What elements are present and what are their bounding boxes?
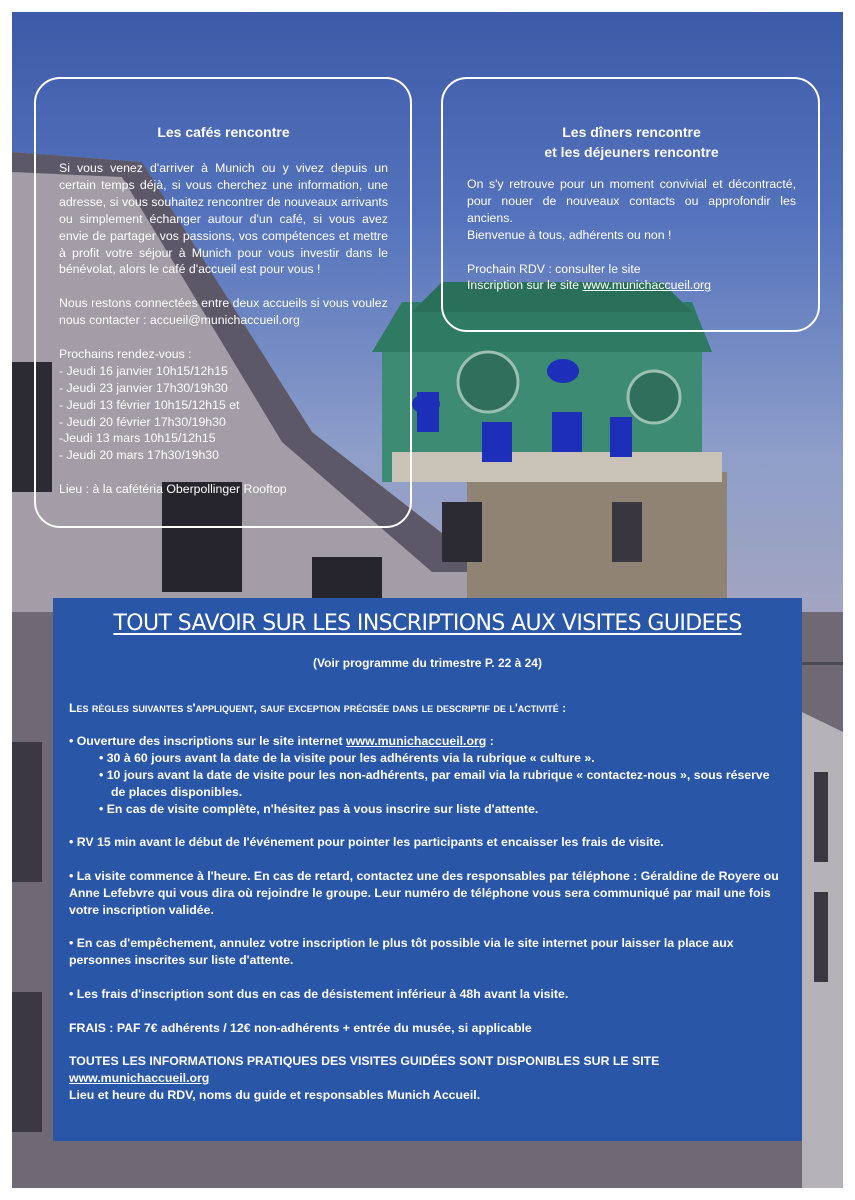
cafes-title: Les cafés rencontre [157,124,290,140]
visits-sub-bullet-1: • 30 à 60 jours avant la date de la visite pour les adhérents via la rubrique « culture ». [99,751,595,766]
diners-site-link[interactable]: www.munichaccueil.org [582,278,711,293]
cafes-date-6: - Jeudi 20 mars 17h30/19h30 [59,448,219,463]
diners-card [441,77,820,332]
visits-fees: FRAIS : PAF 7€ adhérents / 12€ non-adhérents + entrée du musée, si applicable [69,1020,532,1035]
diners-signup-prefix: Inscription sur le site [467,278,583,293]
visits-panel [53,598,802,1141]
visits-title: TOUT SAVOIR SUR LES INSCRIPTIONS AUX VISITES GUIDEES [113,611,742,636]
cafes-date-4: - Jeudi 20 février 17h30/19h30 [59,414,226,429]
visits-rules-intro: Les règles suivantes s'appliquent, sauf exception précisée dans le descriptif de l'activité : [69,700,567,715]
diners-signup [467,277,796,294]
diners-title-line1: Les dîners rencontre [562,124,701,140]
visits-opening-link[interactable]: www.munichaccueil.org [345,734,487,749]
visits-info-line2: Lieu et heure du RDV, noms du guide et responsables Munich Accueil. [69,1087,481,1102]
diners-title-line2: et les déjeuners rencontre [544,144,719,160]
diners-next: Prochain RDV : consulter le site [467,261,641,276]
cafes-card [34,77,412,528]
cafes-date-3: - Jeudi 13 février 10h15/12h15 et [59,397,240,412]
cafes-intro: Si vous venez d'arriver à Munich ou y vivez depuis un certain temps déjà, si vous cherchez une information, une adresse, si vous souhaitez rencontrer de nouveaux arrivants ou simplement échanger autour d'un café, si vous avez envie de partager vos passions, vos compétences et mettre à profit votre séjour à Munich pour vous investir dans le bénévolat, alors le café d'accueil est pour vous ! [59,161,388,277]
cafes-date-5: -Jeudi 13 mars 10h15/12h15 [59,431,216,446]
visits-info-prefix: TOUTES LES INFORMATIONS PRATIQUES DES VISITES GUIDÉES SONT DISPONIBLES SUR LE SITE [69,1054,660,1069]
diners-intro: On s'y retrouve pour un moment convivial et décontracté, pour nouer de nouveaux contacts ou approfondir les anciens. [467,177,796,225]
visits-cancel: • En cas d'empêchement, annulez votre inscription le plus tôt possible via le site internet pour laisser la place aux personnes inscrites sur liste d'attente. [69,936,734,968]
visits-rv: • RV 15 min avant le début de l'événement pour pointer les participants et encaisser les frais de visite. [69,835,664,850]
visits-info [69,1053,786,1087]
visits-sub-bullet-2: • 10 jours avant la date de visite pour les non-adhérents, par email via la rubrique « contactez-nous », sous réserve de places disponibles. [99,768,770,799]
visits-opening-prefix: • Ouverture des inscriptions sur le site internet [69,734,346,749]
visits-opening [69,733,786,750]
cafes-place: Lieu : à la cafétéria Oberpollinger Rooftop [59,482,287,497]
diners-welcome: Bienvenue à tous, adhérents ou non ! [467,227,672,242]
visits-fees-due: • Les frais d'inscription sont dus en cas de désistement inférieur à 48h avant la visite. [69,986,569,1001]
visits-info-link[interactable]: www.munichaccueil.org [69,1070,210,1085]
visits-opening-suffix: : [486,734,494,749]
visits-start: • La visite commence à l'heure. En cas de retard, contactez une des responsables par téléphone : Géraldine de Royere ou Anne Lefebvre qui vous dira où rejoindre le groupe. Leur numéro de téléphone vous sera communiqué par mail une fois votre inscription validée. [69,869,779,917]
cafes-contact: Nous restons connectées entre deux accueils si vous voulez nous contacter : accueil@munichaccueil.org [59,296,388,328]
visits-sub-bullet-3: • En cas de visite complète, n'hésitez pas à vous inscrire sur liste d'attente. [99,801,539,816]
cafes-date-1: - Jeudi 16 janvier 10h15/12h15 [59,363,228,378]
cafes-date-2: - Jeudi 23 janvier 17h30/19h30 [59,380,228,395]
cafes-dates-title: Prochains rendez-vous : [59,346,192,361]
visits-subtitle: (Voir programme du trimestre P. 22 à 24) [313,656,542,670]
